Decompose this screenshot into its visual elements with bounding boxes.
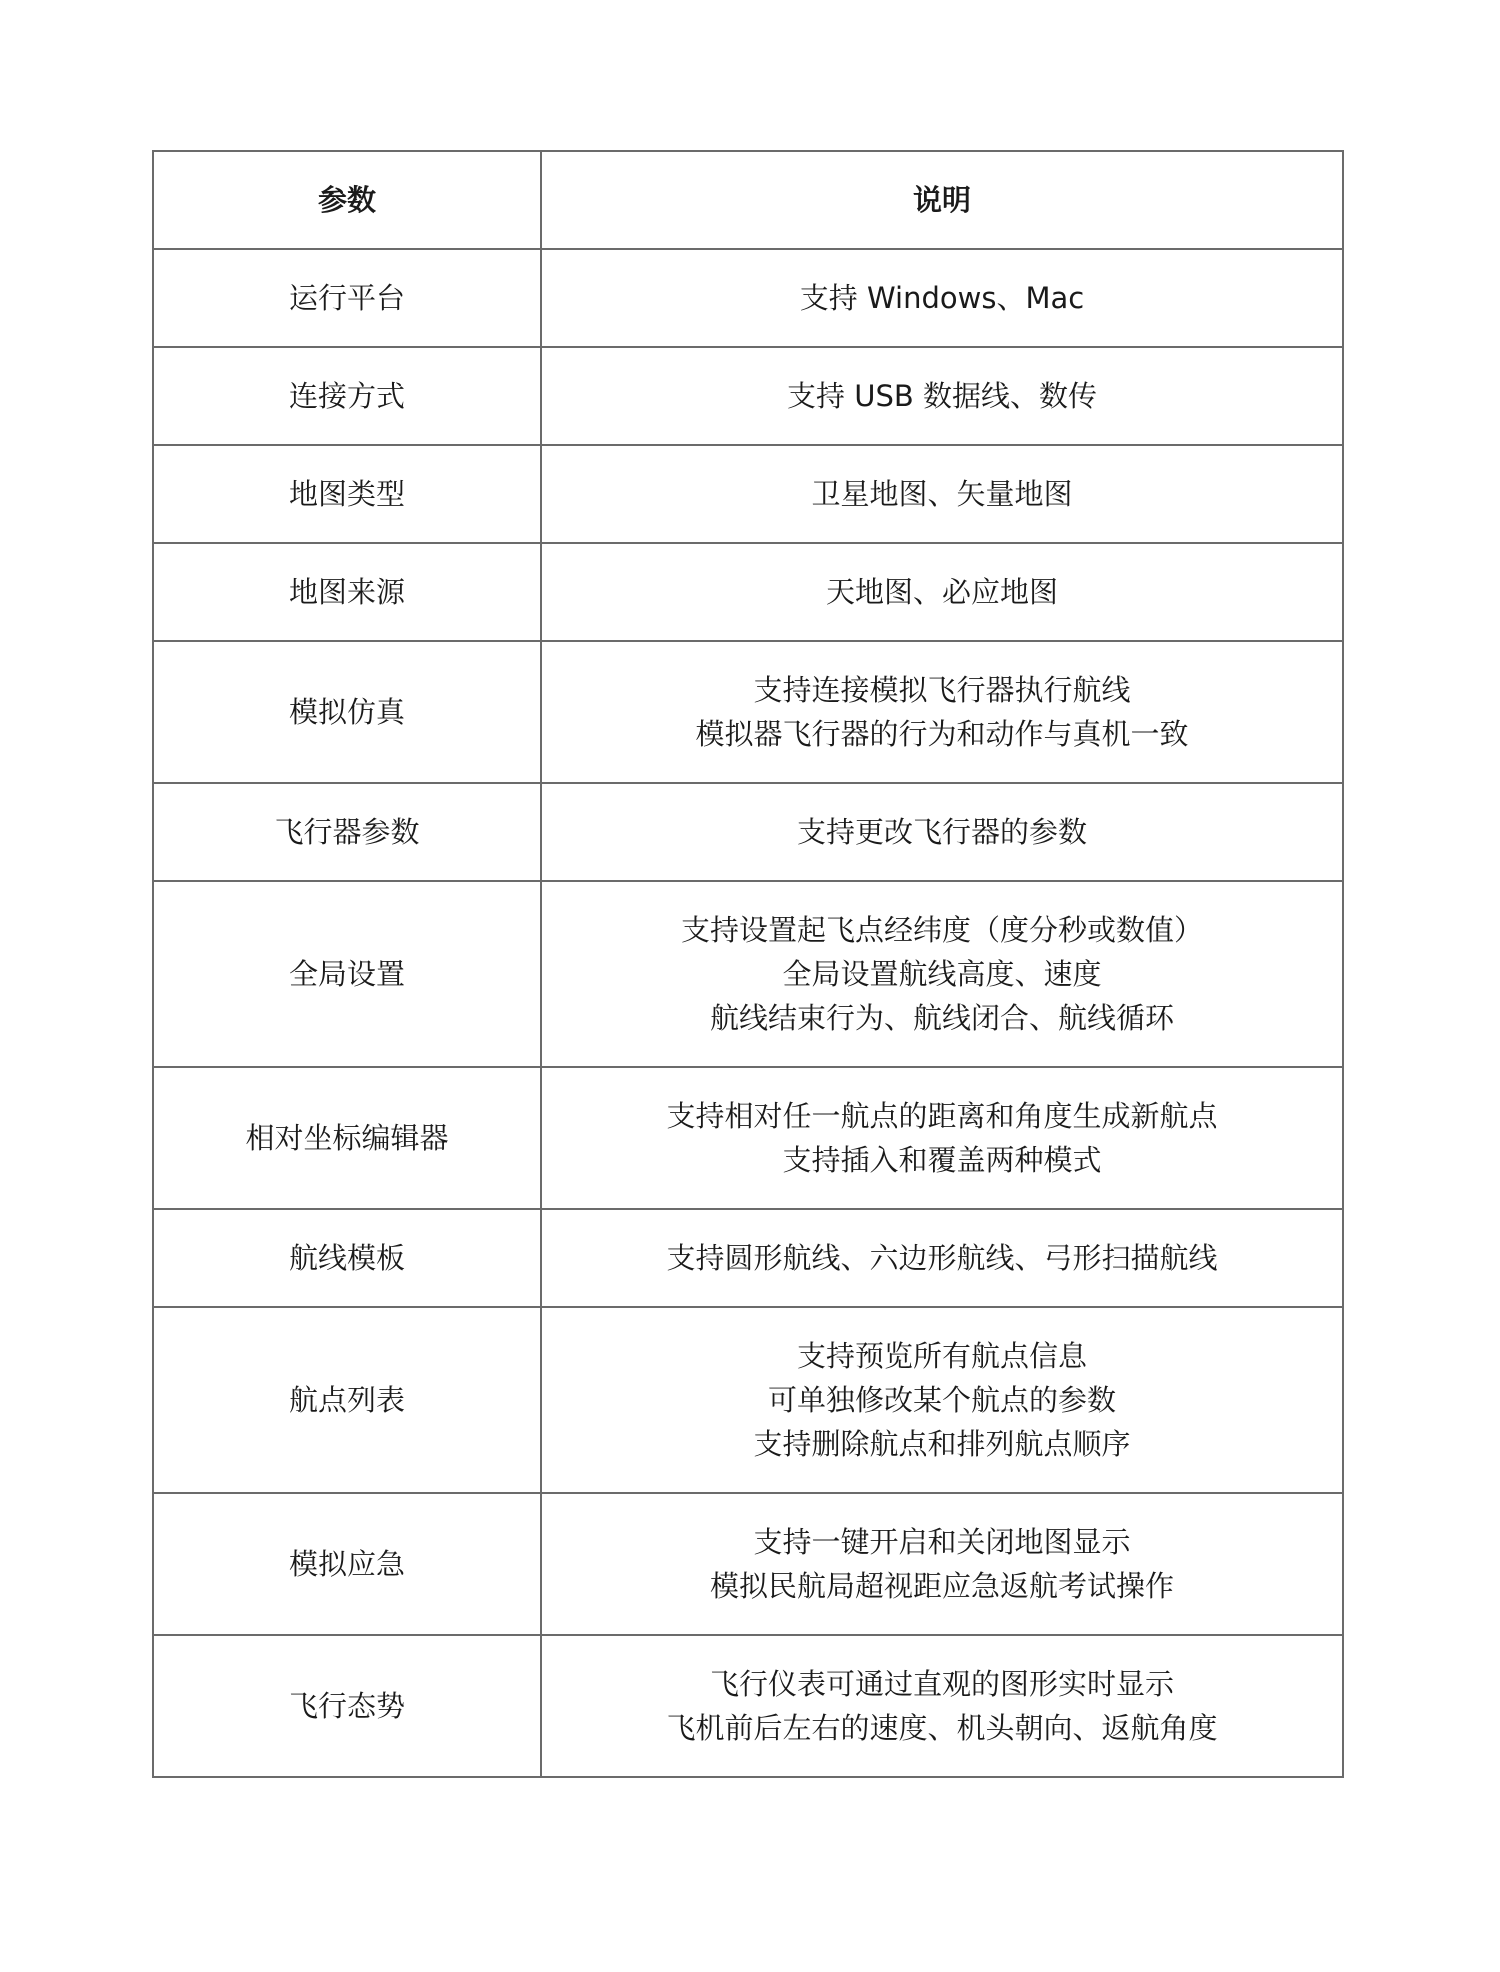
table-row [153, 249, 1343, 347]
desc-cell [541, 641, 1343, 783]
desc-line: 全局设置航线高度、速度 [782, 957, 1102, 991]
param-cell: 连接方式 [153, 347, 541, 445]
header-desc: 说明 [541, 151, 1343, 249]
param-cell: 全局设置 [153, 881, 541, 1067]
desc-cell [541, 881, 1343, 1067]
table-row [153, 543, 1343, 641]
desc-cell [541, 1067, 1343, 1209]
desc-line: 支持更改飞行器的参数 [796, 815, 1087, 849]
desc-line: 天地图、必应地图 [825, 575, 1058, 609]
table-row [153, 1307, 1343, 1493]
param-cell: 航线模板 [153, 1209, 541, 1307]
table-row [153, 1209, 1343, 1307]
desc-line: 飞机前后左右的速度、机头朝向、返航角度 [666, 1711, 1218, 1745]
param-cell: 飞行器参数 [153, 783, 541, 881]
desc-line: 支持删除航点和排列航点顺序 [753, 1427, 1131, 1461]
desc-line: 模拟民航局超视距应急返航考试操作 [709, 1569, 1174, 1603]
desc-line: 支持圆形航线、六边形航线、弓形扫描航线 [666, 1241, 1218, 1275]
table-row [153, 1067, 1343, 1209]
table-row [153, 881, 1343, 1067]
param-cell: 航点列表 [153, 1307, 541, 1493]
param-cell: 飞行态势 [153, 1635, 541, 1777]
desc-line: 支持一键开启和关闭地图显示 [753, 1525, 1131, 1559]
desc-line: 支持 USB 数据线、数传 [787, 379, 1097, 413]
desc-line: 支持插入和覆盖两种模式 [782, 1143, 1102, 1177]
desc-cell [541, 249, 1343, 347]
desc-cell [541, 543, 1343, 641]
param-cell: 地图来源 [153, 543, 541, 641]
desc-line: 支持 Windows、Mac [799, 281, 1085, 315]
desc-line: 支持设置起飞点经纬度（度分秒或数值） [680, 913, 1203, 947]
desc-cell [541, 445, 1343, 543]
desc-line: 支持相对任一航点的距离和角度生成新航点 [666, 1099, 1218, 1133]
param-cell: 地图类型 [153, 445, 541, 543]
desc-cell [541, 347, 1343, 445]
table-row [153, 445, 1343, 543]
desc-line: 航线结束行为、航线闭合、航线循环 [709, 1001, 1174, 1035]
desc-cell [541, 1493, 1343, 1635]
desc-line: 模拟器飞行器的行为和动作与真机一致 [695, 717, 1189, 751]
header-param: 参数 [153, 151, 541, 249]
param-cell: 运行平台 [153, 249, 541, 347]
desc-cell [541, 1307, 1343, 1493]
param-cell: 模拟应急 [153, 1493, 541, 1635]
table-row [153, 783, 1343, 881]
table-row [153, 1635, 1343, 1777]
table-row [153, 347, 1343, 445]
param-cell: 相对坐标编辑器 [153, 1067, 541, 1209]
desc-line: 支持连接模拟飞行器执行航线 [753, 673, 1131, 707]
desc-cell [541, 1209, 1343, 1307]
desc-line: 卫星地图、矢量地图 [811, 477, 1073, 511]
table-body [153, 249, 1343, 1777]
desc-line: 支持预览所有航点信息 [796, 1339, 1087, 1373]
table-row [153, 641, 1343, 783]
desc-cell [541, 783, 1343, 881]
desc-line: 可单独修改某个航点的参数 [767, 1383, 1116, 1417]
spec-table [152, 150, 1344, 1778]
desc-line: 飞行仪表可通过直观的图形实时显示 [709, 1667, 1174, 1701]
table-header-row [153, 151, 1343, 249]
param-cell: 模拟仿真 [153, 641, 541, 783]
desc-cell [541, 1635, 1343, 1777]
table-row [153, 1493, 1343, 1635]
